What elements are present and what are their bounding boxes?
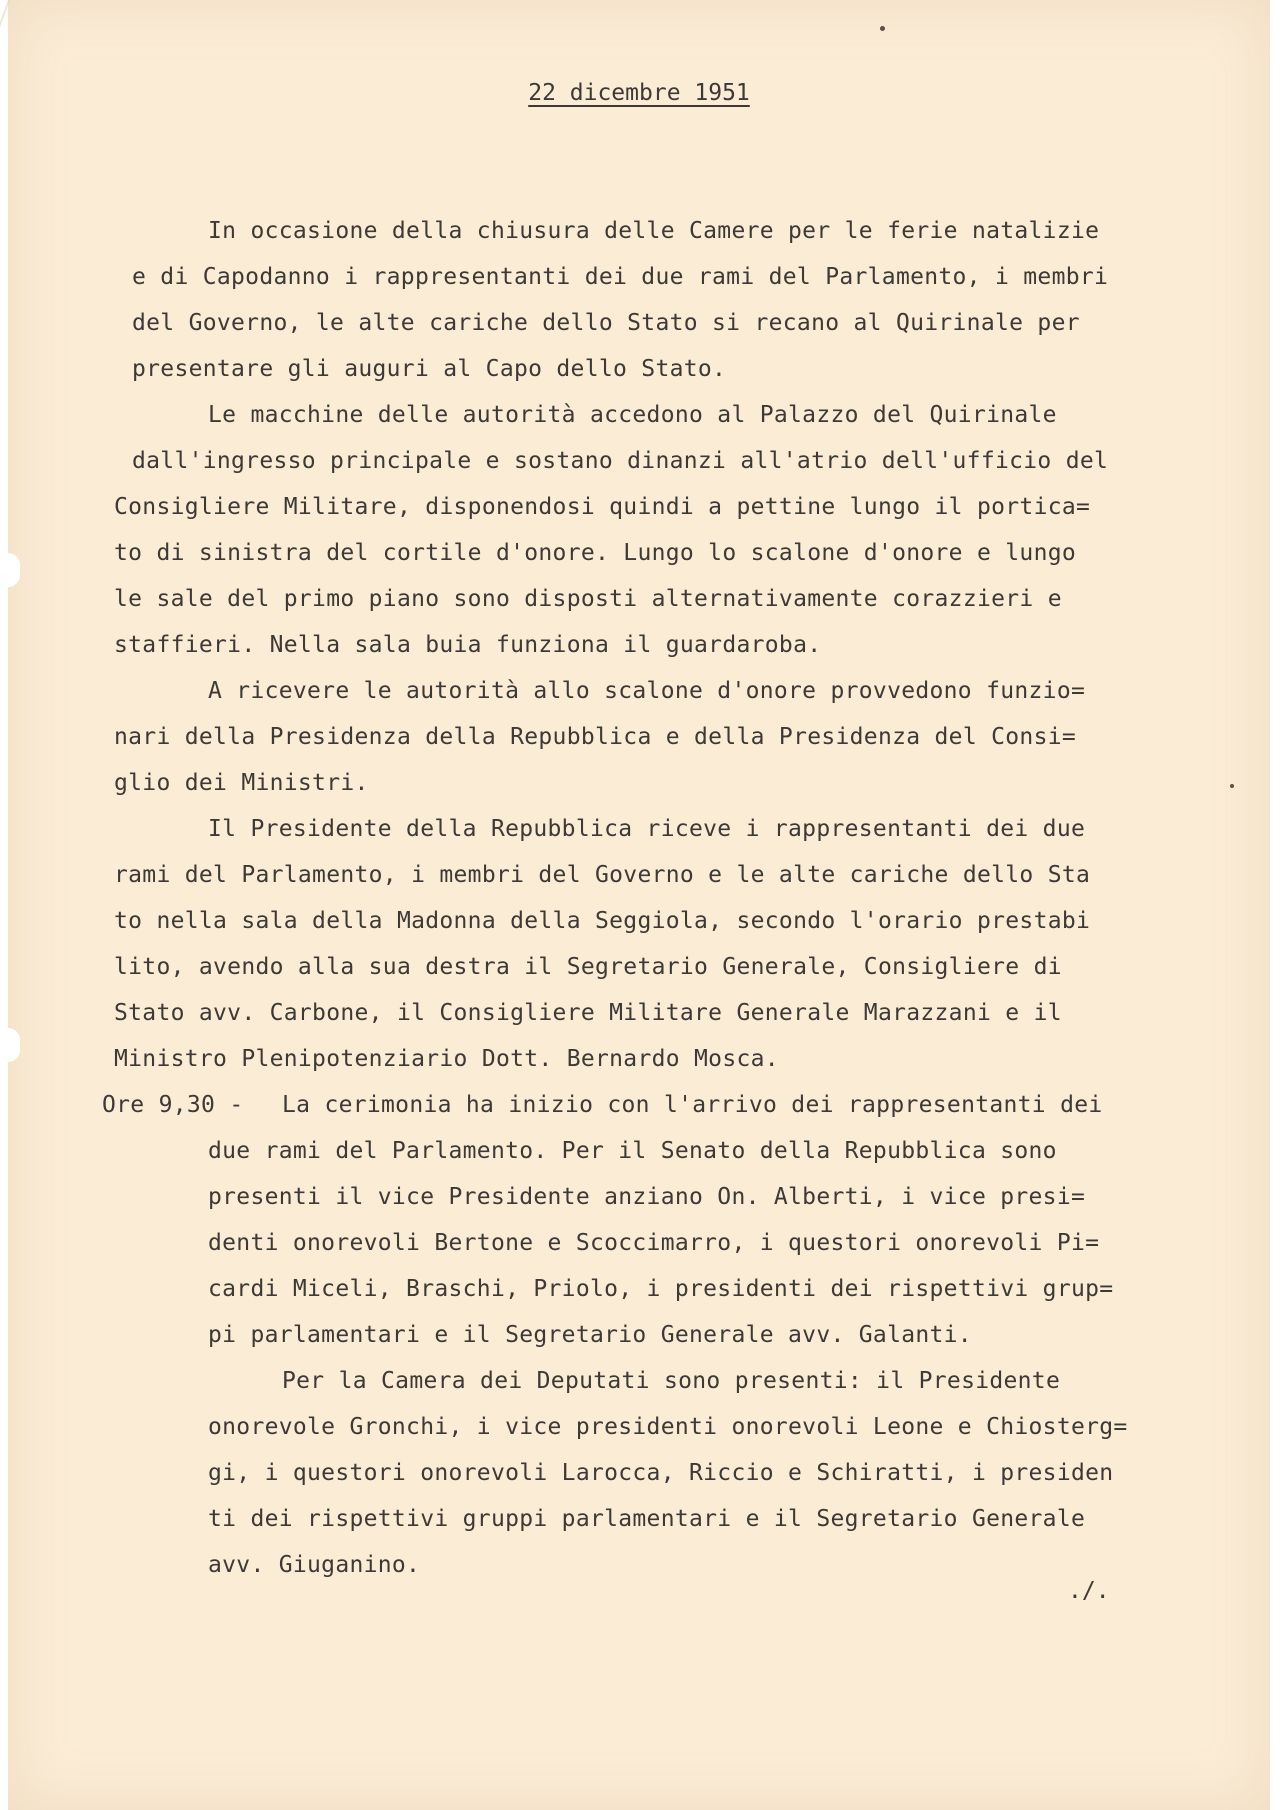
text-line: avv. Giuganino. (208, 1552, 421, 1578)
text-line: del Governo, le alte cariche dello Stato si recano al Quirinale per (132, 310, 1080, 336)
text-line: e di Capodanno i rappresentanti dei due rami del Parlamento, i membri (132, 264, 1109, 290)
text-line: le sale del primo piano sono disposti alternativamente corazzieri e (114, 586, 1062, 612)
text-line: Il Presidente della Repubblica riceve i rappresentanti dei due (208, 816, 1086, 842)
paper-sheet (8, 0, 1270, 1810)
text-line: staffieri. Nella sala buia funziona il guardaroba. (114, 632, 822, 658)
text-line: to di sinistra del cortile d'onore. Lungo lo scalone d'onore e lungo (114, 540, 1077, 566)
text-line: cardi Miceli, Braschi, Priolo, i presidenti dei rispettivi grup= (208, 1276, 1114, 1302)
text-line: In occasione della chiusura delle Camere per le ferie natalizie (208, 218, 1100, 244)
continuation-mark: ./. (1068, 1578, 1110, 1604)
text-line: lito, avendo alla sua destra il Segretario Generale, Consigliere di (114, 954, 1062, 980)
text-line: A ricevere le autorità allo scalone d'onore provvedono funzio= (208, 678, 1086, 704)
time-label: Ore 9,30 - (102, 1092, 244, 1118)
text-line: gi, i questori onorevoli Larocca, Riccio e Schiratti, i presiden (208, 1460, 1114, 1486)
text-line: Per la Camera dei Deputati sono presenti: il Presidente (282, 1368, 1061, 1394)
text-line: dall'ingresso principale e sostano dinanzi all'atrio dell'ufficio del (132, 448, 1109, 474)
text-line: pi parlamentari e il Segretario Generale avv. Galanti. (208, 1322, 972, 1348)
text-line: nari della Presidenza della Repubblica e della Presidenza del Consi= (114, 724, 1077, 750)
text-line: presenti il vice Presidente anziano On. Alberti, i vice presi= (208, 1184, 1086, 1210)
text-line: Le macchine delle autorità accedono al Palazzo del Quirinale (208, 402, 1057, 428)
document-date-title: 22 dicembre 1951 (528, 80, 750, 106)
text-line: La cerimonia ha inizio con l'arrivo dei rappresentanti dei (282, 1092, 1103, 1118)
text-line: to nella sala della Madonna della Seggiola, secondo l'orario prestabi (114, 908, 1091, 934)
text-line: glio dei Ministri. (114, 770, 369, 796)
text-line: Ministro Plenipotenziario Dott. Bernardo Mosca. (114, 1046, 779, 1072)
text-line: onorevole Gronchi, i vice presidenti onorevoli Leone e Chiosterg= (208, 1414, 1128, 1440)
text-line: ti dei rispettivi gruppi parlamentari e il Segretario Generale (208, 1506, 1086, 1532)
text-line: Stato avv. Carbone, il Consigliere Militare Generale Marazzani e il (114, 1000, 1062, 1026)
text-line: due rami del Parlamento. Per il Senato della Repubblica sono (208, 1138, 1057, 1164)
typewritten-document (8, 0, 1270, 1810)
text-line: rami del Parlamento, i membri del Governo e le alte cariche dello Sta (114, 862, 1091, 888)
text-line: Consigliere Militare, disponendosi quindi a pettine lungo il portica= (114, 494, 1091, 520)
text-line: denti onorevoli Bertone e Scoccimarro, i questori onorevoli Pi= (208, 1230, 1100, 1256)
text-line: presentare gli auguri al Capo dello Stato. (132, 356, 727, 382)
